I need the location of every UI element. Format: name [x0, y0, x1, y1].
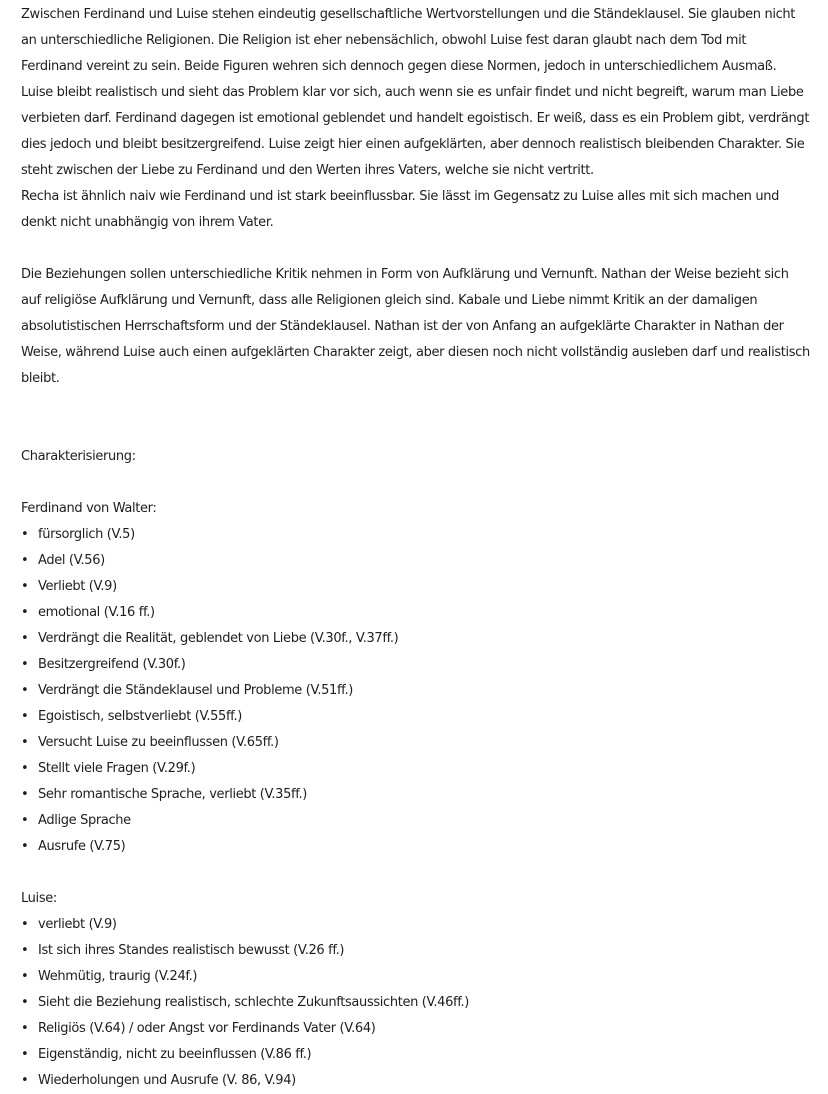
ferdinand-heading: Ferdinand von Walter: [21, 501, 157, 516]
list-item [21, 1042, 811, 1068]
list-item [21, 808, 811, 834]
list-item [21, 626, 811, 652]
bullet-icon: • [21, 657, 29, 672]
list-item-text: Sehr romantische Sprache, verliebt (V.35ff.) [38, 787, 308, 802]
list-item [21, 782, 811, 808]
list-item-text: fürsorglich (V.5) [38, 527, 135, 542]
bullet-icon: • [21, 527, 29, 542]
list-item [21, 1068, 811, 1094]
bullet-icon: • [21, 683, 29, 698]
list-item-text: Verdrängt die Ständeklausel und Probleme (V.51ff.) [38, 683, 353, 698]
luise-traits-list [21, 912, 811, 1094]
bullet-icon: • [21, 787, 29, 802]
list-item-text: Verdrängt die Realität, geblendet von Liebe (V.30f., V.37ff.) [38, 631, 399, 646]
list-item-text: emotional (V.16 ff.) [38, 605, 155, 620]
list-item-text: Verliebt (V.9) [38, 579, 117, 594]
bullet-icon: • [21, 995, 29, 1010]
list-item [21, 964, 811, 990]
list-item-text: Besitzergreifend (V.30f.) [38, 657, 186, 672]
bullet-icon: • [21, 553, 29, 568]
list-item-text: verliebt (V.9) [38, 917, 117, 932]
list-item [21, 548, 811, 574]
list-item [21, 834, 811, 860]
paragraph-criticism: Die Beziehungen sollen unterschiedliche Kritik nehmen in Form von Aufklärung und Vernunft. Nathan der Weise bezieht sich auf religiöse Aufklärung und Vernunft, dass alle Religionen gleich sind. Kabale und Liebe nimmt Kritik an der damaligen absolutistischen Herrschaftsform und der Ständeklausel. Nathan ist der von Anfang an aufgeklärte Charakter in Nathan der Weise, während Luise auch einen aufgeklärten Charakter zeigt, aber diesen noch nicht vollständig ausleben darf und realistisch bleibt. [21, 267, 810, 386]
list-item-text: Stellt viele Fragen (V.29f.) [38, 761, 196, 776]
bullet-icon: • [21, 1047, 29, 1062]
list-item-text: Ist sich ihres Standes realistisch bewusst (V.26 ff.) [38, 943, 345, 958]
list-item [21, 574, 811, 600]
list-item-text: Wiederholungen und Ausrufe (V. 86, V.94) [38, 1073, 296, 1088]
list-item [21, 704, 811, 730]
list-item [21, 522, 811, 548]
bullet-icon: • [21, 605, 29, 620]
bullet-icon: • [21, 1073, 29, 1088]
list-item-text: Religiös (V.64) / oder Angst vor Ferdinands Vater (V.64) [38, 1021, 376, 1036]
bullet-icon: • [21, 813, 29, 828]
bullet-icon: • [21, 943, 29, 958]
bullet-icon: • [21, 917, 29, 932]
list-item-text: Egoistisch, selbstverliebt (V.55ff.) [38, 709, 242, 724]
spacer [21, 470, 811, 496]
list-item-text: Adel (V.56) [38, 553, 105, 568]
list-item [21, 912, 811, 938]
list-item [21, 652, 811, 678]
list-item [21, 938, 811, 964]
bullet-icon: • [21, 735, 29, 750]
characterization-heading: Charakterisierung: [21, 449, 136, 464]
bullet-icon: • [21, 839, 29, 854]
list-item [21, 600, 811, 626]
list-item [21, 990, 811, 1016]
list-item [21, 756, 811, 782]
paragraph-conflict: Zwischen Ferdinand und Luise stehen eindeutig gesellschaftliche Wertvorstellungen und die Ständeklausel. Sie glauben nicht an unterschiedliche Religionen. Die Religion ist eher nebensächlich, obwohl Luise fest daran glaubt nach dem Tod mit Ferdinand vereint zu sein. Beide Figuren wehren sich dennoch gegen diese Normen, jedoch in unterschiedlichem Ausmaß. Luise bleibt realistisch und sieht das Problem klar vor sich, auch wenn sie es unfair findet und nicht begreift, warum man Liebe verbieten darf. Ferdinand dagegen ist emotional geblendet und handelt egoistisch. Er weiß, dass es ein Problem gibt, verdrängt dies jedoch und bleibt besitzergreifend. Luise zeigt hier einen aufgeklärten, aber dennoch realistisch bleibenden Charakter. Sie steht zwischen der Liebe zu Ferdinand und den Werten ihres Vaters, welche sie nicht vertritt. [21, 7, 810, 178]
bullet-icon: • [21, 969, 29, 984]
bullet-icon: • [21, 709, 29, 724]
ferdinand-traits-list [21, 522, 811, 860]
luise-heading: Luise: [21, 891, 57, 906]
list-item-text: Versucht Luise zu beeinflussen (V.65ff.) [38, 735, 279, 750]
bullet-icon: • [21, 579, 29, 594]
spacer [21, 392, 811, 444]
spacer [21, 236, 811, 262]
paragraph-recha: Recha ist ähnlich naiv wie Ferdinand und ist stark beeinflussbar. Sie lässt im Gegensatz zu Luise alles mit sich machen und denkt nicht unabhängig von ihrem Vater. [21, 189, 779, 230]
bullet-icon: • [21, 761, 29, 776]
document-body [21, 2, 811, 1094]
list-item [21, 730, 811, 756]
spacer [21, 860, 811, 886]
list-item-text: Sieht die Beziehung realistisch, schlechte Zukunftsaussichten (V.46ff.) [38, 995, 470, 1010]
list-item [21, 678, 811, 704]
bullet-icon: • [21, 1021, 29, 1036]
list-item-text: Ausrufe (V.75) [38, 839, 126, 854]
list-item-text: Eigenständig, nicht zu beeinflussen (V.86 ff.) [38, 1047, 312, 1062]
list-item-text: Adlige Sprache [38, 813, 131, 828]
list-item [21, 1016, 811, 1042]
list-item-text: Wehmütig, traurig (V.24f.) [38, 969, 198, 984]
bullet-icon: • [21, 631, 29, 646]
